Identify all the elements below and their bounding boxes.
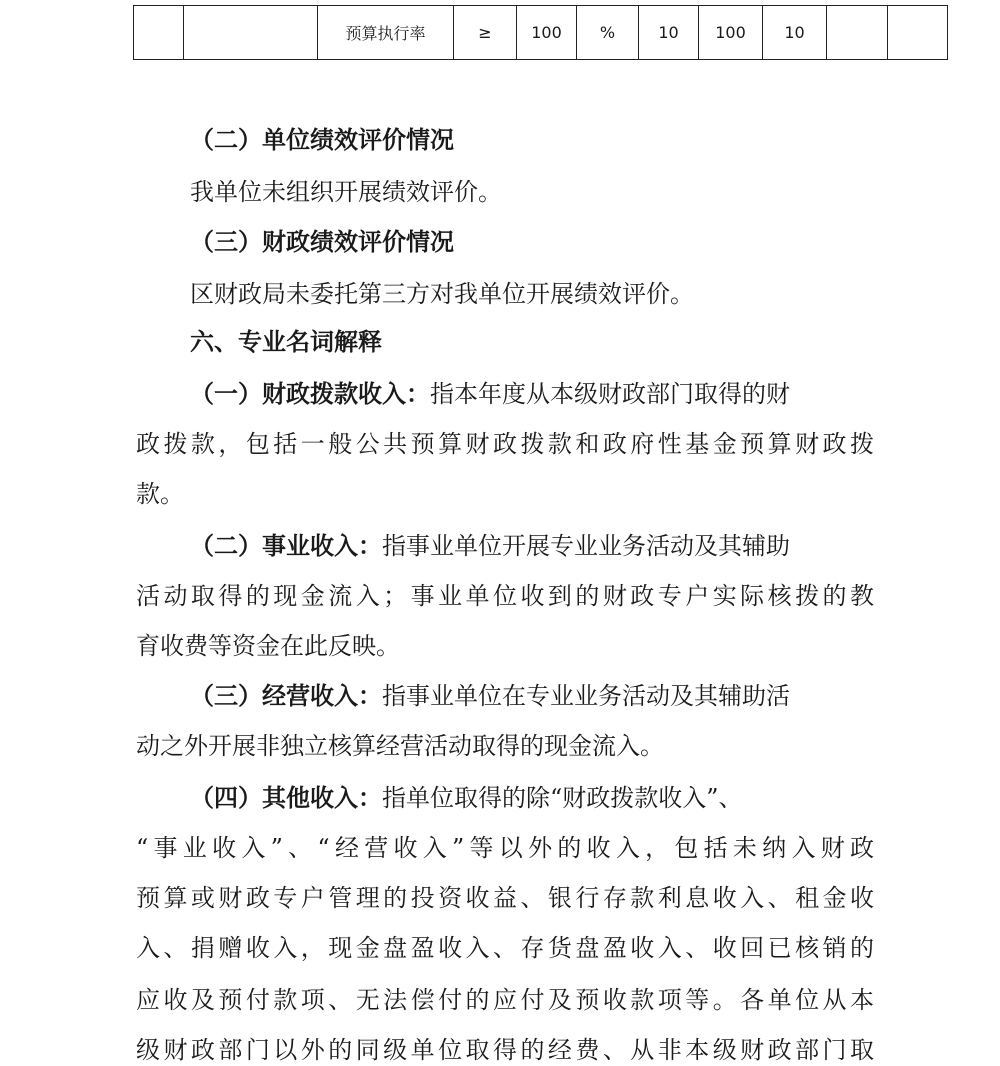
term-definition-line: “事业收入”、“经营收入”等以外的收入，包括未纳入财政 (136, 834, 874, 862)
term-definition-line: 预算或财政专户管理的投资收益、银行存款利息收入、租金收 (136, 884, 874, 912)
term-definition-line: 级财政部门以外的同级单位取得的经费、从非本级财政部门取 (136, 1036, 874, 1064)
table-cell (888, 6, 948, 60)
term-definition-line: 款。 (136, 480, 184, 508)
table-cell-weight: 10 (639, 6, 699, 60)
table-cell (827, 6, 888, 60)
glossary-item-fiscal-allocation (190, 378, 790, 410)
section-heading-glossary: 六、专业名词解释 (190, 327, 382, 356)
table-cell-actual-value: 100 (699, 6, 763, 60)
performance-indicator-table (133, 5, 948, 60)
table-row (134, 6, 948, 60)
table-cell-indicator-name: 预算执行率 (318, 6, 454, 60)
term-label: （三）经营收入： (190, 681, 382, 710)
glossary-item-business-income (190, 530, 790, 562)
term-definition: 指本年度从本级财政部门取得的财 (430, 380, 790, 408)
table-cell-operator: ≥ (454, 6, 517, 60)
term-label: （一）财政拨款收入： (190, 379, 430, 408)
glossary-item-operating-income (190, 680, 790, 712)
term-definition-line: 应收及预付款项、无法偿付的应付及预收款项等。各单位从本 (136, 986, 874, 1014)
term-definition-line: 育收费等资金在此反映。 (136, 632, 400, 660)
paragraph-unit-evaluation: 我单位未组织开展绩效评价。 (190, 178, 502, 206)
table-cell-unit: % (577, 6, 639, 60)
term-definition-line: 入、捐赠收入，现金盘盈收入、存货盘盈收入、收回已核销的 (136, 934, 874, 962)
term-label: （四）其他收入： (190, 783, 382, 812)
section-heading-fiscal-evaluation: （三）财政绩效评价情况 (190, 227, 454, 256)
table-cell-target-value: 100 (517, 6, 577, 60)
term-definition-line: 政拨款，包括一般公共预算财政拨款和政府性基金预算财政拨 (136, 430, 874, 458)
table-cell (184, 6, 318, 60)
term-definition: 指事业单位在专业业务活动及其辅助活 (382, 682, 790, 710)
section-heading-unit-evaluation: （二）单位绩效评价情况 (190, 125, 454, 154)
term-definition-line: 动之外开展非独立核算经营活动取得的现金流入。 (136, 732, 664, 760)
paragraph-fiscal-evaluation: 区财政局未委托第三方对我单位开展绩效评价。 (190, 280, 694, 308)
term-definition: 指单位取得的除“财政拨款收入”、 (382, 784, 743, 812)
term-definition: 指事业单位开展专业业务活动及其辅助 (382, 532, 790, 560)
term-definition-line: 活动取得的现金流入；事业单位收到的财政专户实际核拨的教 (136, 582, 874, 610)
glossary-item-other-income (190, 782, 743, 814)
table-cell (134, 6, 184, 60)
table-cell-score: 10 (763, 6, 827, 60)
term-label: （二）事业收入： (190, 531, 382, 560)
